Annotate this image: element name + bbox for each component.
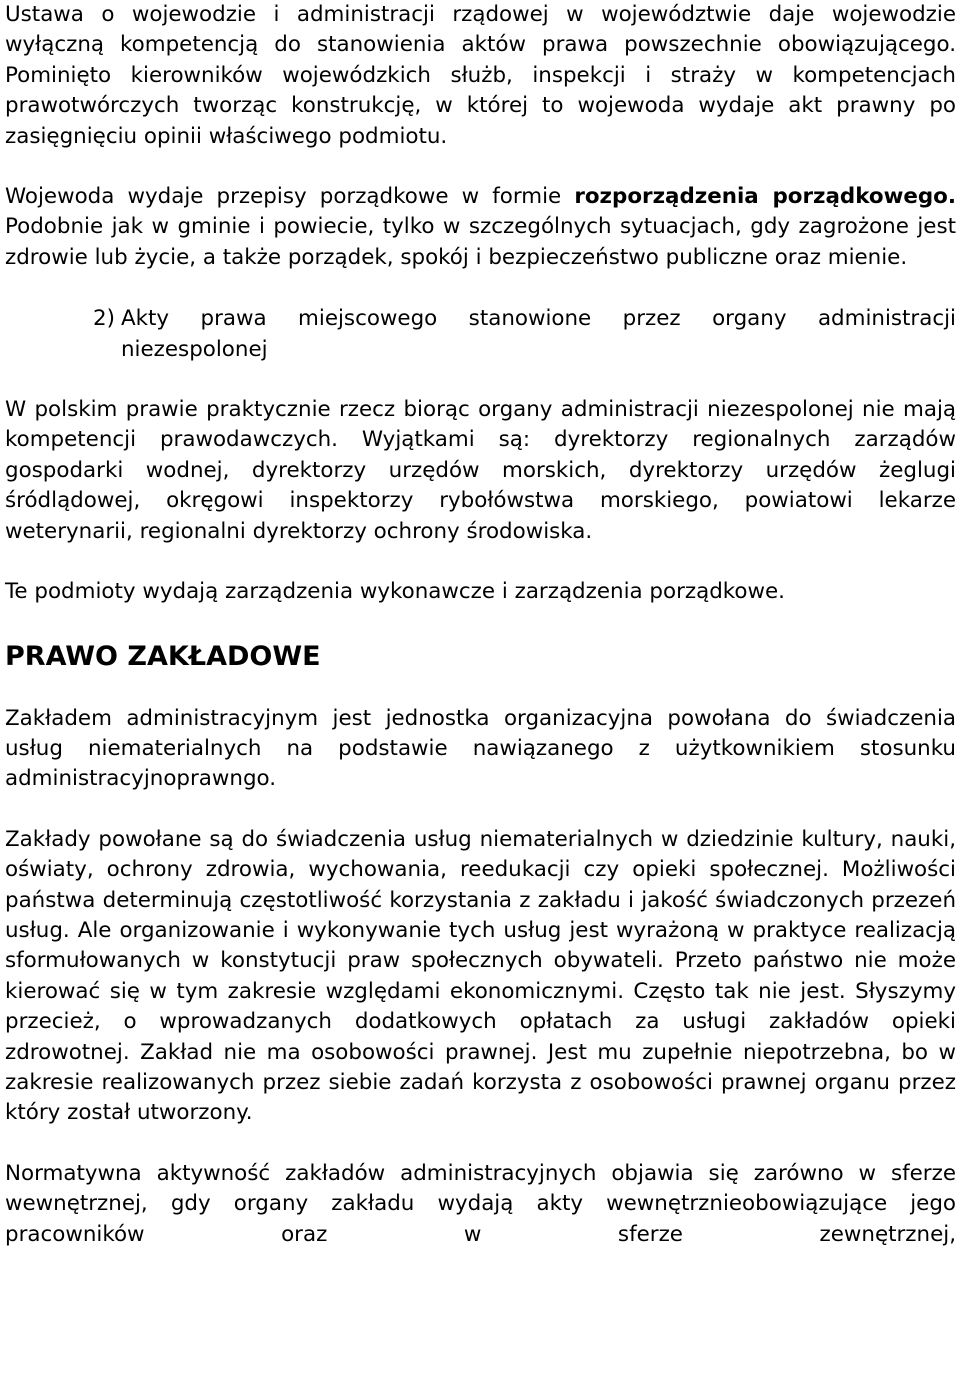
paragraph-rozporzadzenia-porzadkowe <box>5 182 956 273</box>
paragraph-text-start: Wojewoda wydaje przepisy porządkowe w formie <box>5 184 575 210</box>
paragraph-text-end: Podobnie jak w gminie i powiecie, tylko w szczególnych sytuacjach, gdy zagrożone jest zdrowie lub życie, a także porządek, spokój i bezpieczeństwo publiczne oraz mienie. <box>5 214 956 270</box>
list-item-number: 2) <box>93 306 115 332</box>
bold-term: rozporządzenia porządkowego. <box>574 184 956 210</box>
numbered-list-item <box>5 304 956 365</box>
paragraph-zaklady-uslugi: Zakłady powołane są do świadczenia usług niematerialnych w dziedzinie kultury, nauki, oświaty, ochrony zdrowia, wychowania, reedukacji czy opieki społecznej. Możliwości państwa determinują częstotliwość korzystania z zakładu i jakość świadczonych przezeń usług. Ale organizowanie i wykonywanie tych usług jest wyrażoną w praktyce realizacją sformułowanych w konstytucji praw społecznych obywateli. Przeto państwo nie może kierować się w tym zakresie względami ekonomicznymi. Często tak nie jest. Słyszymy przecież, o wprowadzanych dodatkowych opłatach za usługi zakładów opieki zdrowotnej. Zakład nie ma osobowości prawnej. Jest mu zupełnie niepotrzebna, bo w zakresie realizowanych przez siebie zadań korzysta z osobowości prawnej organu przez który został utworzony. <box>5 826 956 1126</box>
list-item-text: Akty prawa miejscowego stanowione przez organy administracji niezespolonej <box>121 306 956 362</box>
paragraph-wojewoda-competence: Ustawa o wojewodzie i administracji rządowej w województwie daje wojewodzie wyłączną kompetencją do stanowienia aktów prawa powszechnie obowiązującego. Pominięto kierowników wojewódzkich służb, inspekcji i straży w kompetencjach prawotwórczych tworząc konstrukcję, w której to wojewoda wydaje akt prawny po zasięgnięciu opinii właściwego podmiotu. <box>5 2 956 149</box>
section-heading: PRAWO ZAKŁADOWE <box>5 640 321 672</box>
paragraph-administracja-niezespolona: W polskim prawie praktycznie rzecz biorąc organy administracji niezespolonej nie mają kompetencji prawodawczych. Wyjątkami są: dyrektorzy regionalnych zarządów gospodarki wodnej, dyrektorzy urzędów morskich, dyrektorzy urzędów żeglugi śródlądowej, okręgowi inspektorzy rybołówstwa morskiego, powiatowi lekarze weterynarii, regionalni dyrektorzy ochrony środowiska. <box>5 397 956 544</box>
paragraph-normatywna-aktywnosc: Normatywna aktywność zakładów administracyjnych objawia się zarówno w sferze wewnętrznej, gdy organy zakładu wydają akty wewnętrznieobowiązujące jego pracowników oraz w sferze zewnętrznej, <box>5 1160 956 1247</box>
paragraph-definicja-zakladu: Zakładem administracyjnym jest jednostka organizacyjna powołana do świadczenia usług niematerialnych na podstawie nawiązanego z użytkownikiem stosunku administracyjnoprawngo. <box>5 705 956 792</box>
paragraph-zarzadzenia: Te podmioty wydają zarządzenia wykonawcze i zarządzenia porządkowe. <box>5 579 785 605</box>
